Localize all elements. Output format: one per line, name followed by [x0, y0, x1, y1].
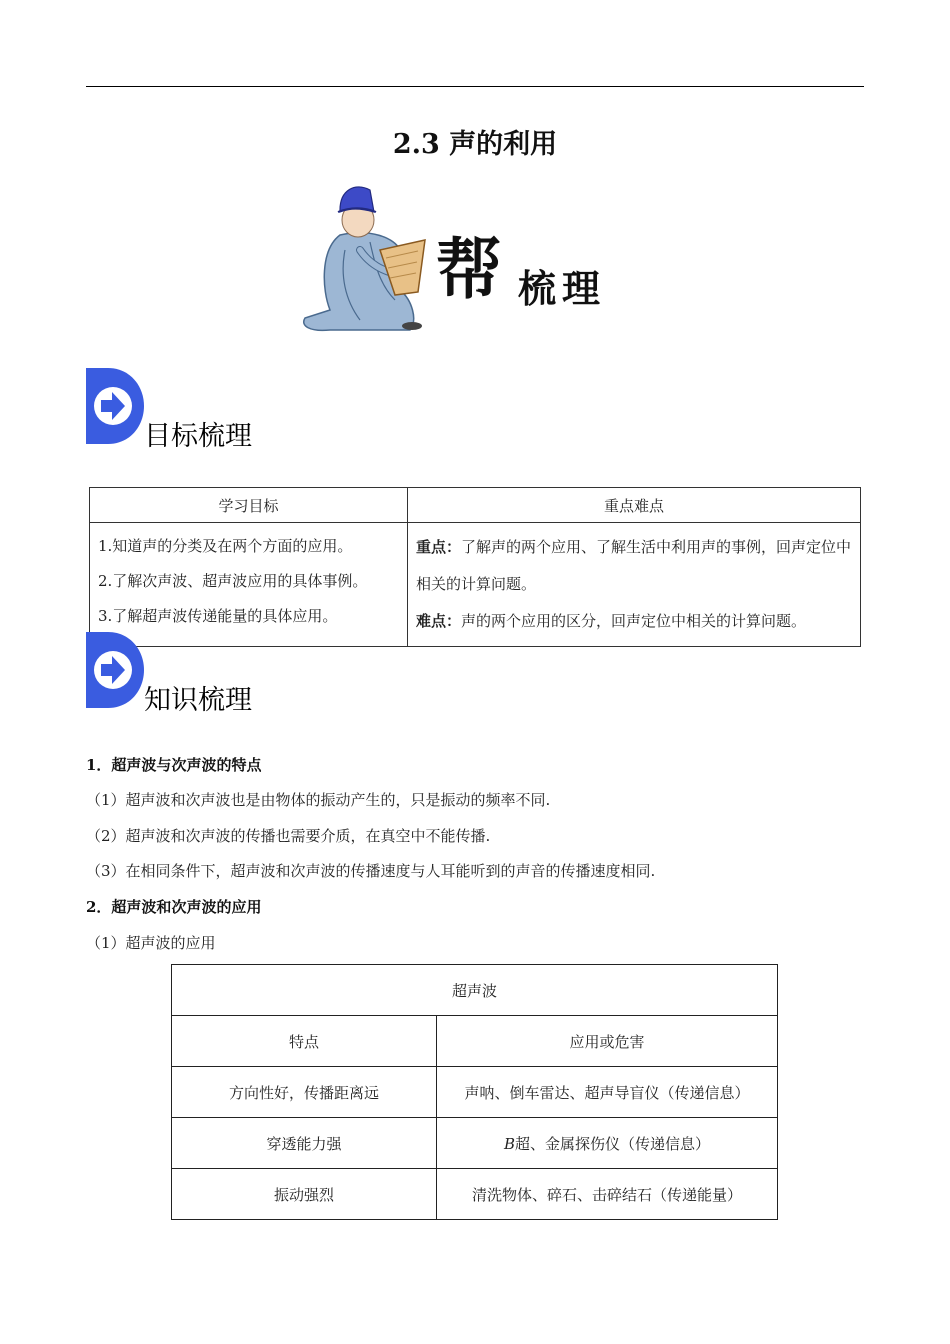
knowledge-paragraph: （2）超声波和次声波的传播也需要介质，在真空中不能传播.	[86, 827, 491, 845]
section-header-goals	[86, 368, 386, 452]
arrow-badge-icon	[86, 368, 146, 444]
difficult-point-label: 难点：	[416, 612, 462, 630]
ultrasound-table	[171, 964, 778, 1220]
feature-cell: 振动强烈	[172, 1169, 437, 1220]
application-cell: 清洗物体、碎石、击碎结石（传递能量）	[437, 1169, 778, 1220]
feature-cell: 穿透能力强	[172, 1118, 437, 1169]
difficult-point-text: 声的两个应用的区分，回声定位中相关的计算问题。	[461, 612, 807, 630]
knowledge-heading-2: 2．超声波和次声波的应用	[86, 898, 262, 916]
ultrasound-header-row	[172, 1016, 778, 1067]
section-title-goals: 目标梳理	[144, 421, 252, 452]
header-rule	[86, 86, 864, 87]
banner-char-big: 帮	[436, 230, 502, 308]
goal-item: 1.知道声的分类及在两个方面的应用。	[98, 537, 353, 555]
table-row	[172, 1067, 778, 1118]
key-point-label: 重点：	[416, 538, 462, 556]
goal-focus-cell	[408, 523, 861, 647]
knowledge-paragraph: （1）超声波的应用	[86, 934, 216, 952]
section-header-knowledge	[86, 632, 386, 716]
table-row	[172, 1169, 778, 1220]
goal-table-header-row	[90, 488, 861, 523]
header-application: 应用或危害	[437, 1016, 778, 1067]
banner-chars-small: 梳理	[518, 266, 607, 311]
banner-illustration	[300, 180, 630, 340]
feature-cell: 方向性好，传播距离远	[172, 1067, 437, 1118]
key-point-text: 了解声的两个应用、了解生活中利用声的事例，回声定位中相关的计算问题。	[416, 538, 852, 593]
arrow-badge-icon	[86, 632, 146, 708]
header-feature: 特点	[172, 1016, 437, 1067]
page-title: 2.3 声的利用	[392, 129, 558, 160]
key-point	[416, 529, 852, 603]
b-ultrasound-letter: B	[503, 1134, 515, 1153]
goal-objectives-cell	[90, 523, 408, 647]
goal-header-focus: 重点难点	[408, 488, 861, 523]
goal-item: 2.了解次声波、超声波应用的具体事例。	[98, 572, 368, 590]
knowledge-paragraph: （3）在相同条件下，超声波和次声波的传播速度与人耳能听到的声音的传播速度相同.	[86, 862, 656, 880]
ultrasound-table-title: 超声波	[172, 965, 778, 1016]
section-title-knowledge: 知识梳理	[144, 685, 252, 716]
ultrasound-title-row	[172, 965, 778, 1016]
application-text: 超、金属探伤仪（传递信息）	[515, 1134, 711, 1153]
application-cell	[437, 1118, 778, 1169]
table-row	[172, 1118, 778, 1169]
knowledge-heading-1: 1．超声波与次声波的特点	[86, 756, 262, 774]
difficult-point	[416, 603, 852, 640]
goal-table-row	[90, 523, 861, 647]
goal-header-objectives: 学习目标	[90, 488, 408, 523]
application-cell: 声呐、倒车雷达、超声导盲仪（传递信息）	[437, 1067, 778, 1118]
goal-table	[89, 487, 861, 647]
knowledge-paragraph: （1）超声波和次声波也是由物体的振动产生的，只是振动的频率不同.	[86, 791, 551, 809]
goal-item: 3.了解超声波传递能量的具体应用。	[98, 607, 338, 625]
